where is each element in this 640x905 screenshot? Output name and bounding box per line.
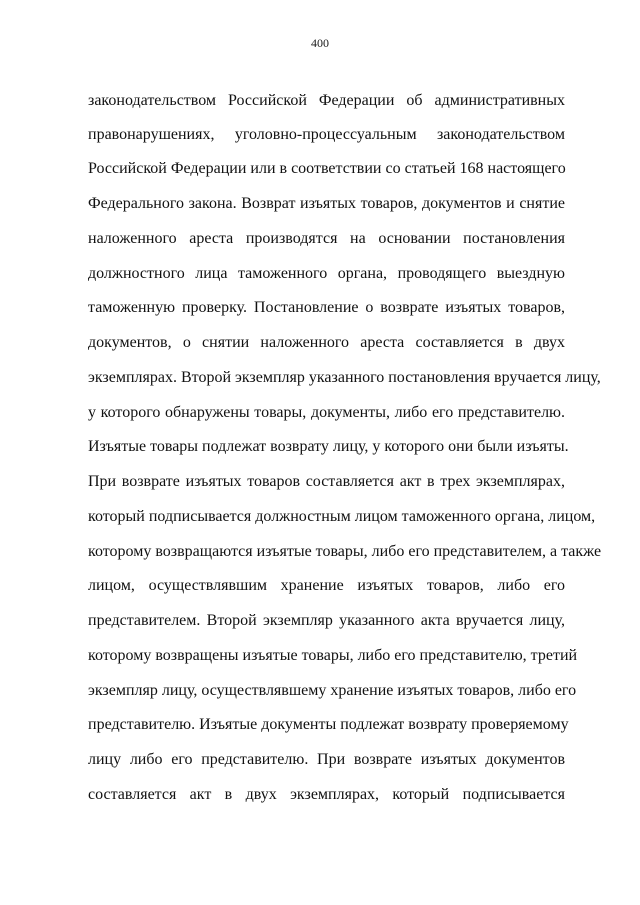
text-line-10: у которого обнаружены товары, документы, либо его представителю. (88, 404, 565, 421)
text-line-14: которому возвращаются изъятые товары, либо его представителем, а также (88, 543, 602, 560)
text-line-6: должностного лица таможенного органа, проводящего выездную (88, 265, 565, 282)
text-line-11: Изъятые товары подлежат возврату лицу, у которого они были изъяты. (88, 438, 569, 455)
text-line-8: документов, о снятии наложенного ареста составляется в двух (88, 334, 565, 351)
text-line-15: лицом, осуществлявшим хранение изъятых товаров, либо его (88, 577, 565, 594)
text-line-2: правонарушениях, уголовно-процессуальным законодательством (88, 126, 565, 143)
text-line-12: При возврате изъятых товаров составляется акт в трех экземплярах, (88, 473, 565, 490)
text-line-1: законодательством Российской Федерации об административных (88, 92, 565, 109)
text-line-4: Федерального закона. Возврат изъятых товаров, документов и снятие (88, 195, 565, 212)
text-line-19: представителю. Изъятые документы подлежат возврату проверяемому (88, 716, 569, 733)
text-line-9: экземплярах. Второй экземпляр указанного постановления вручается лицу, (88, 369, 601, 386)
text-line-3: Российской Федерации или в соответствии со статьей 168 настоящего (88, 160, 566, 177)
text-line-7: таможенную проверку. Постановление о возврате изъятых товаров, (88, 299, 565, 316)
text-line-18: экземпляр лицу, осуществлявшему хранение изъятых товаров, либо его (88, 682, 577, 699)
text-line-20: лицу либо его представителю. При возврате изъятых документов (88, 751, 565, 768)
text-line-17: которому возвращены изъятые товары, либо его представителю, третий (88, 647, 578, 664)
text-line-16: представителем. Второй экземпляр указанного акта вручается лицу, (88, 612, 565, 629)
text-line-13: который подписывается должностным лицом таможенного органа, лицом, (88, 508, 596, 525)
text-line-21: составляется акт в двух экземплярах, который подписывается (88, 786, 565, 803)
text-line-5: наложенного ареста производятся на основании постановления (88, 230, 565, 247)
page-number: 400 (311, 36, 329, 50)
